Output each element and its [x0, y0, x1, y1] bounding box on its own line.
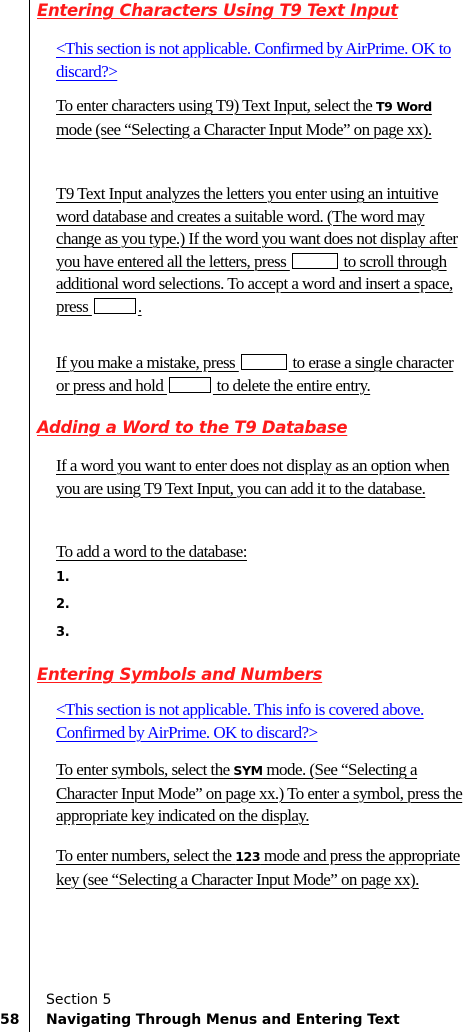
editor-note: <This section is not applicable. Confirmed by AirPrime. OK to discard?>	[56, 39, 451, 81]
paragraph	[56, 759, 466, 828]
step-number-3: 3.	[56, 625, 70, 640]
text: to scroll through additional word selections. To accept a word and insert a space, press	[56, 251, 453, 316]
footer-section-label: Section 5	[46, 992, 112, 1008]
key-placeholder-next-word	[292, 253, 338, 269]
step-number-2: 2.	[56, 597, 70, 612]
text: To enter characters using T9) Text Input, select the	[56, 96, 376, 115]
paragraph	[56, 845, 466, 891]
text: to erase a single character or press and hold	[56, 353, 454, 395]
key-placeholder-clear	[241, 354, 287, 370]
text: mode (see “Selecting a Character Input Mode” on page xx).	[56, 119, 432, 139]
mode-name-sym: SYM	[233, 763, 263, 778]
paragraph: If a word you want to enter does not display as an option when you are using T9 Text Input, you can add it to the database.	[56, 456, 450, 498]
heading-t9-text-input: Entering Characters Using T9 Text Input	[37, 1, 398, 20]
step-number-1: 1.	[56, 570, 70, 585]
text: mode and press the appropriate key (see “Selecting a Character Input Mode” on page xx).	[56, 846, 460, 889]
footer-page-number: 58	[0, 1012, 20, 1028]
margin-rule	[29, 0, 30, 1032]
paragraph: To add a word to the database:	[56, 542, 247, 561]
text: T9 Text Input analyzes the letters you enter using an intuitive word database and creates a suitable word. (The word may change as you type.) If the word you want does not display after you have entered all the letters, press	[56, 184, 458, 271]
heading-add-word: Adding a Word to the T9 Database	[37, 418, 348, 437]
key-placeholder-space	[94, 298, 136, 314]
paragraph	[56, 183, 466, 318]
text: To enter numbers, select the	[56, 846, 236, 865]
key-placeholder-clear-hold	[169, 377, 211, 393]
footer-chapter-title: Navigating Through Menus and Entering Text	[46, 1012, 400, 1028]
paragraph	[56, 95, 466, 141]
text: mode. (See “Selecting a Character Input Mode” on page xx.) To enter a symbol, press the appropriate key indicated on the display.	[56, 760, 463, 825]
paragraph	[56, 352, 466, 397]
text: If you make a mistake, press	[56, 353, 239, 372]
mode-name-123: 123	[235, 849, 261, 864]
text: .	[137, 296, 142, 316]
mode-name-t9-word: T9 Word	[376, 99, 432, 114]
text: To enter symbols, select the	[56, 760, 234, 779]
heading-symbols-numbers: Entering Symbols and Numbers	[37, 665, 323, 684]
editor-note: <This section is not applicable. This info is covered above. Confirmed by AirPrime. OK to discard?>	[56, 700, 424, 742]
text: to delete the entire entry.	[212, 375, 371, 395]
